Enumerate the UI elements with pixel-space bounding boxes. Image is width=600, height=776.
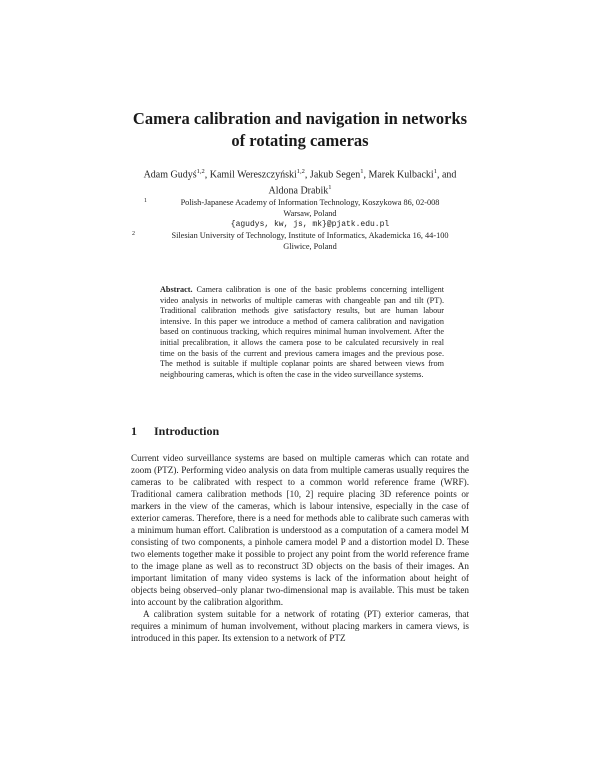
author-affil-mark: 1,2 — [196, 168, 205, 175]
author-affil-mark: 1,2 — [296, 168, 305, 175]
affiliation-line: Warsaw, Poland — [283, 209, 337, 218]
author-list — [110, 165, 490, 198]
section-title: Introduction — [154, 424, 220, 438]
paragraph: Current video surveillance systems are based on multiple cameras which can rotate and zoom (PTZ). Performing video analysis on data from multiple cameras usually requires the cameras to be calibrated with respect to a common world reference frame (WRF). Traditional camera calibration methods [10, 2] require placing 3D reference points or markers in the view of the cameras, which is labour intensive, especially in the case of exterior cameras. Therefore, there is a need for methods able to calibrate such cameras with a minimum human effort. Calibration is understood as a computation of a camera model M consisting of two components, a pinhole camera model P and a distortion model D. These two elements together make it possible to project any point from the world reference frame to the image plane as well as to reconstruct 3D objects on the basis of their images. An important limitation of many video systems is lack of the information about height of objects being observed–only planar two-dimensional map is available. This must be taken into account by the calibration algorithm. — [131, 453, 469, 607]
affiliation-number: 2 — [132, 231, 135, 237]
paragraph: A calibration system suitable for a network of rotating (PT) exterior cameras, that requires a minimum of human involvement, without placing markers in camera views, is introduced in this paper. Its extension to a network of PTZ — [131, 609, 469, 643]
affiliation-number: 1 — [144, 198, 147, 204]
author-name: Adam Gudyś — [143, 169, 197, 181]
author-name: Marek Kulbacki — [368, 169, 434, 181]
authors-and: and — [441, 169, 457, 181]
author-affil-mark: 1 — [328, 184, 332, 192]
affiliation-line: Silesian University of Technology, Institute of Informatics, Akademicka 16, 44-100 — [171, 231, 449, 240]
author-name: Jakub Segen — [309, 169, 361, 181]
author-affil-mark: 1 — [360, 168, 364, 175]
affiliation-line: Polish-Japanese Academy of Information Technology, Koszykowa 86, 02-008 — [180, 198, 440, 207]
title-line-1: Camera calibration and navigation in networks — [132, 109, 468, 128]
abstract — [160, 285, 444, 380]
author-name: Aldona Drabik — [268, 185, 329, 197]
section-number: 1 — [131, 424, 137, 438]
paper-title — [100, 108, 500, 152]
affiliation-2 — [130, 230, 490, 252]
section-heading — [131, 424, 219, 439]
affiliation-1 — [130, 197, 490, 230]
body-text — [131, 452, 469, 644]
authors-line-2 — [110, 181, 490, 197]
abstract-text: Camera calibration is one of the basic problems concerning intelligent video analysis in networks of multiple cameras with changeable pan and tilt (PT). Traditional calibration methods give satisfactory results, but are human labour intensive. In this paper we introduce a method of camera calibration and navigation based on continuous tracking, which requires minimal human involvement. After the initial precalibration, it allows the camera pose to be calculated recursively in real time on the basis of the current and previous camera images and the previous pose. The method is suitable if multiple coplanar points are shared between views from neighbouring cameras, which is often the case in the video surveillance systems. — [160, 285, 445, 379]
author-emails: {agudys, kw, js, mk}@pjatk.edu.pl — [230, 220, 390, 229]
author-affil-mark: 1 — [433, 168, 437, 175]
affiliations — [130, 197, 490, 252]
title-line-2: of rotating cameras — [231, 131, 369, 150]
abstract-label: Abstract. — [160, 285, 193, 294]
author-name: Kamil Wereszczyński — [209, 169, 297, 181]
affiliation-line: Gliwice, Poland — [283, 242, 337, 251]
authors-line-1: Adam Gudyś$^{1,2}$, Kamil Wereszczyński$^{1,2}$, Jakub Segen$^1$, Marek Kulbacki$^1$, and — [143, 168, 457, 181]
